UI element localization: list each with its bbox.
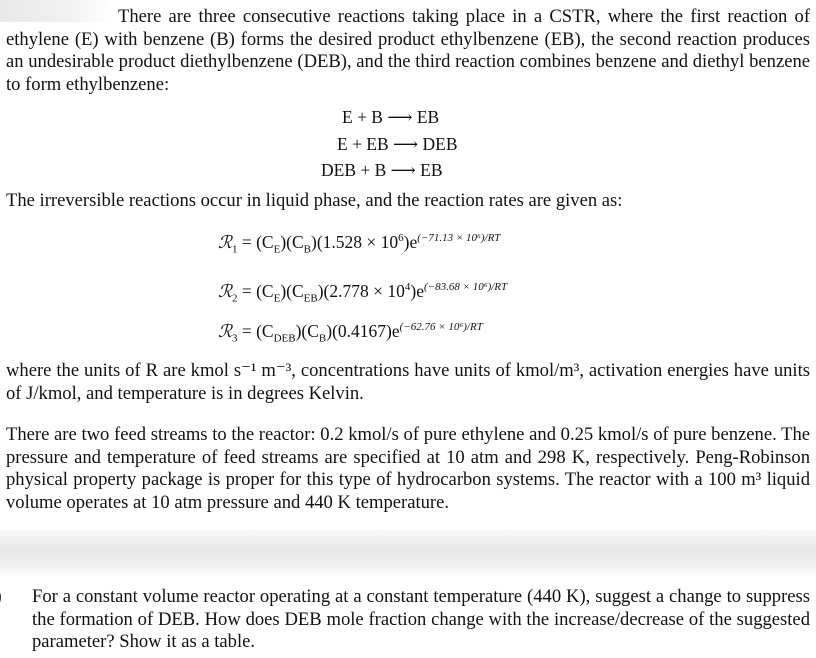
intro-paragraph	[6, 6, 810, 96]
rate-equation-1: ℛ$_1$ = $(C_E)(C_B)(1.528 \times 10^6)e^{(-71.13 \times 10^6)/RT}$	[218, 232, 501, 256]
units-paragraph: where the units of R are kmol s⁻¹ m⁻³, concentrations have units of kmol/m³, activation energies have units of J/kmol, and temperature is in degrees Kelvin.	[6, 360, 810, 404]
rate-equation-3: ℛ$_3$ = $(C_{DEB})(C_B)(0.4167)e^{(-62.76 \times 10^6)/RT}$	[218, 321, 483, 345]
question-b-text: For a constant volume reactor operating at a constant temperature (440 K), suggest a change to suppress the formation of DEB. How does DEB mole fraction change with the increase/decrease of the suggested parameter? Show it as a table.	[32, 586, 810, 652]
redacted-region-middle	[0, 530, 816, 578]
rate-equation-2: ℛ$_2$ = $(C_E)(C_{EB})(2.778 \times 10^4)e^{(-83.68 \times 10^6)/RT}$	[218, 281, 508, 305]
intro-first-line: There are three consecutive reactions taking place in a CSTR, where the first reaction	[118, 6, 788, 27]
reaction-1: E + B ⟶ EB	[342, 107, 440, 127]
rates-intro: The irreversible reactions occur in liquid phase, and the reaction rates are given as:	[6, 190, 623, 211]
intro-rest: of ethylene (E) with benzene (B) forms the desired product ethylbenzene (EB), the second reaction produces an undesirable product diethylbenzene (DEB), and the third reaction combines benzene and diethyl benzene to form ethylbenzene:	[6, 6, 811, 95]
question-b-label	[6, 586, 32, 609]
question-b	[6, 586, 810, 654]
feed-paragraph: There are two feed streams to the reactor: 0.2 kmol/s of pure ethylene and 0.25 kmol/s of pure benzene. The pressure and temperature of feed streams are specified at 10 atm and 298 K, respectively. Peng-Robinson physical property package is proper for this type of hydrocarbon systems. The reactor with a 100 m³ liquid volume operates at 10 atm pressure and 440 K temperature.	[6, 424, 810, 513]
reaction-3: DEB + B ⟶ EB	[321, 160, 443, 180]
reaction-2: E + EB ⟶ DEB	[337, 134, 458, 154]
